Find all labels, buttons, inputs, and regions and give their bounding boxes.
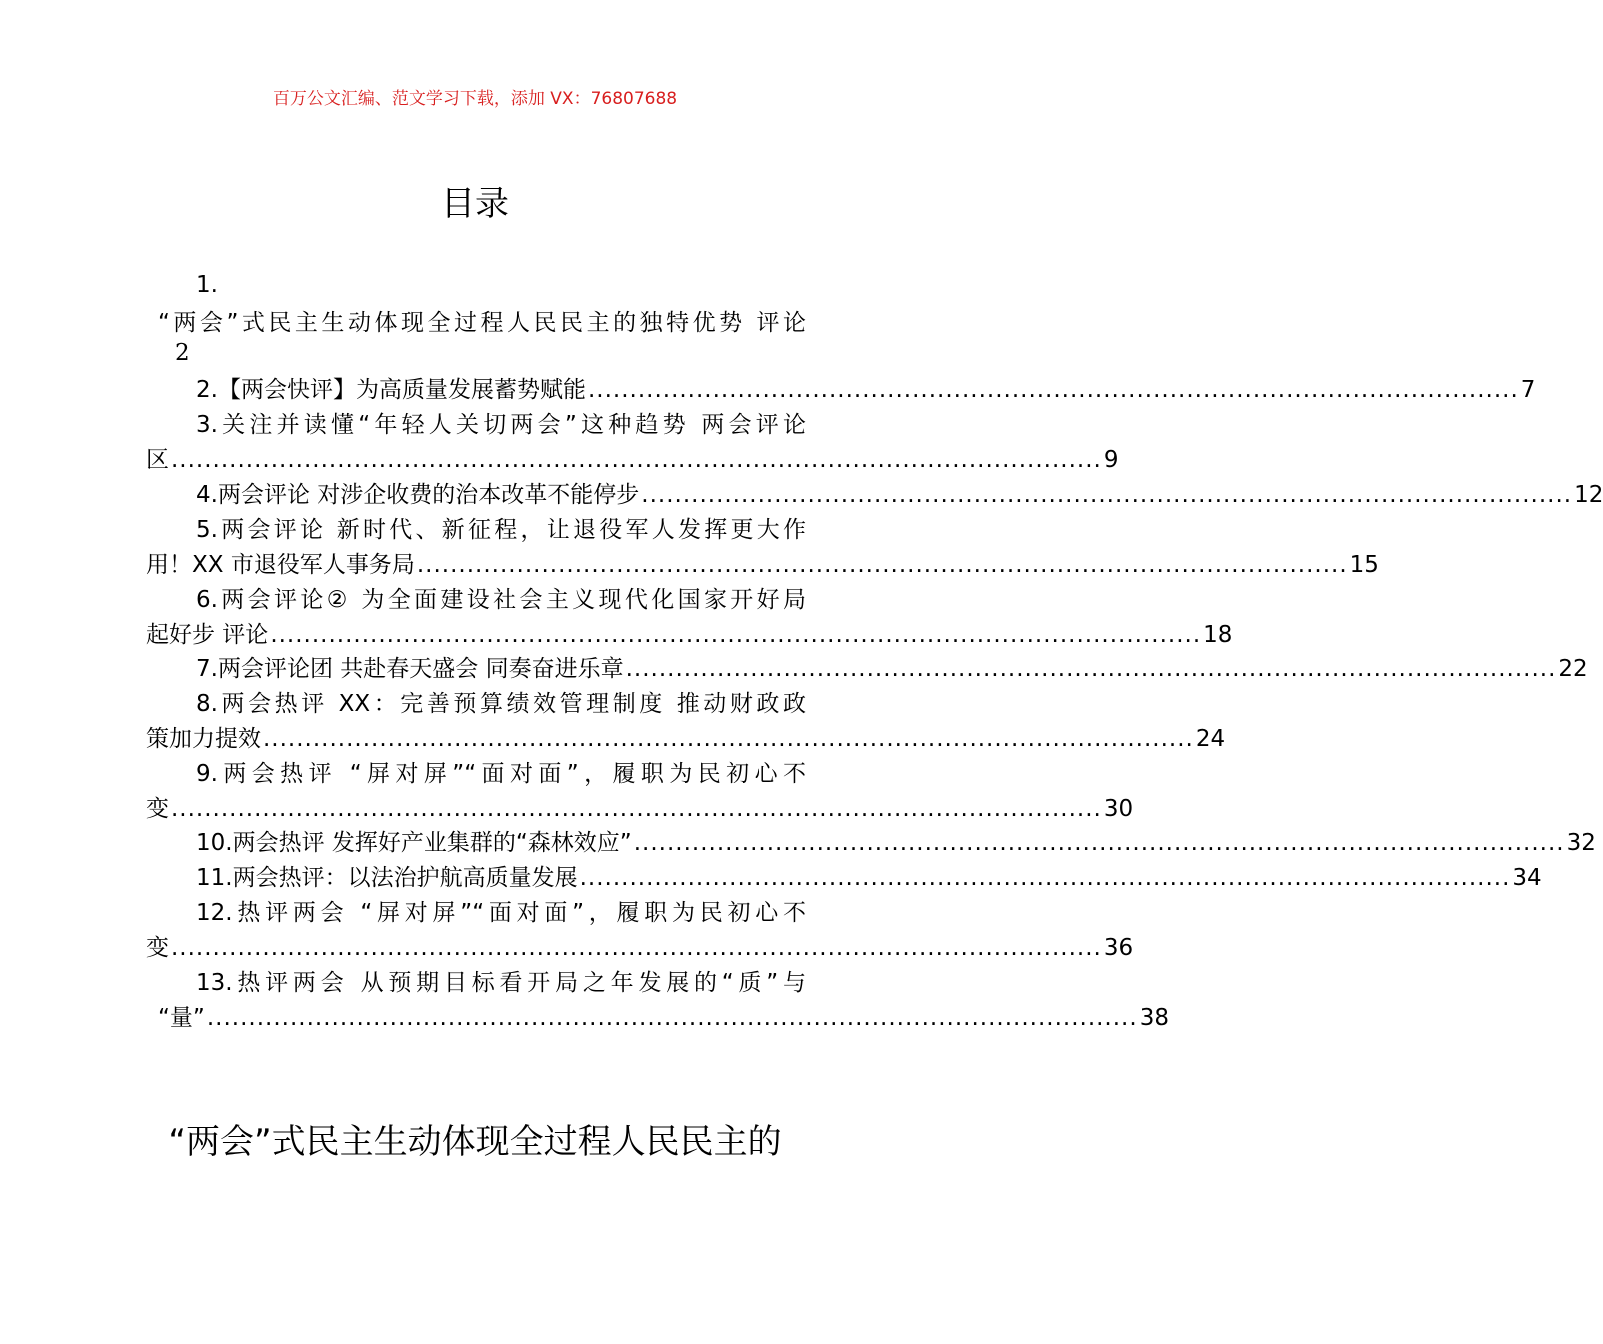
- toc-entry-9-page: 30: [1103, 796, 1134, 822]
- toc-entry-12-line1[interactable]: 12.热评两会 “屏对屏”“面对面”，履职为民初心不: [196, 900, 806, 926]
- toc-entry-10-page: 32: [1566, 830, 1596, 856]
- toc-title: 目录: [441, 184, 509, 224]
- toc-entry-12-line2[interactable]: [146, 931, 1134, 965]
- toc-entry-12-page: 36: [1103, 935, 1134, 961]
- toc-entry-1-page: 2: [175, 340, 190, 366]
- toc-entry-8-line2[interactable]: [146, 722, 1226, 756]
- toc-entry-4-page: 12: [1574, 482, 1603, 508]
- toc-entry-1-line1[interactable]: 1.: [196, 272, 218, 298]
- toc-entry-9-line2[interactable]: [146, 792, 1134, 826]
- toc-entry-5-line1[interactable]: 5.两会评论 新时代、新征程，让退役军人发挥更大作: [196, 517, 806, 543]
- toc-entry-1-line2[interactable]: “两会”式民主生动体现全过程人民民主的独特优势 评论: [158, 310, 806, 336]
- toc-entry-13-text: “量”: [158, 1005, 205, 1031]
- toc-entry-8-text: 策加力提效: [146, 726, 261, 752]
- toc-leader-dots: ................................................................................................................: [171, 447, 1102, 473]
- toc-entry-11[interactable]: [196, 861, 1542, 895]
- toc-entry-6-line1[interactable]: 6.两会评论② 为全面建设社会主义现代化国家开好局: [196, 587, 806, 613]
- toc-entry-7-page: 22: [1558, 656, 1588, 682]
- toc-entry-3-text: 区: [146, 447, 169, 473]
- toc-entry-5-text: 用！XX 市退役军人事务局: [146, 552, 415, 578]
- toc-entry-2-text: 2.【两会快评】为高质量发展蓄势赋能: [196, 377, 586, 403]
- toc-entry-3-line2[interactable]: [146, 443, 1119, 477]
- toc-leader-dots: ................................................................................................................: [270, 622, 1202, 648]
- toc-entry-7[interactable]: [196, 652, 1588, 686]
- toc-leader-dots: ................................................................................................................: [641, 482, 1573, 508]
- section-heading: “两会”式民主生动体现全过程人民民主的: [168, 1122, 782, 1162]
- toc-entry-5-page: 15: [1349, 552, 1379, 578]
- toc-leader-dots: ................................................................................................................: [633, 830, 1565, 856]
- toc-entry-6-text: 起好步 评论: [146, 622, 269, 648]
- toc-entry-10-text: 10.两会热评 发挥好产业集群的“森林效应”: [196, 830, 632, 856]
- toc-entry-9-line1[interactable]: 9.两会热评 “屏对屏”“面对面”，履职为民初心不: [196, 761, 806, 787]
- toc-entry-2[interactable]: [196, 373, 1536, 407]
- toc-entry-4[interactable]: [196, 478, 1603, 512]
- toc-entry-13-line2[interactable]: [158, 1001, 1169, 1035]
- watermark-banner: 百万公文汇编、范文学习下载，添加 VX：76807688: [272, 89, 678, 109]
- toc-leader-dots: ................................................................................................................: [171, 935, 1102, 961]
- toc-entry-8-page: 24: [1195, 726, 1226, 752]
- toc-entry-8-line1[interactable]: 8.两会热评 XX：完善预算绩效管理制度 推动财政政: [196, 691, 806, 717]
- toc-entry-9-text: 变: [146, 796, 169, 822]
- toc-entry-6-line2[interactable]: [146, 618, 1233, 652]
- toc-entry-13-line1[interactable]: 13.热评两会 从预期目标看开局之年发展的“质”与: [196, 970, 806, 996]
- toc-entry-2-page: 7: [1520, 377, 1536, 403]
- toc-entry-4-text: 4.两会评论 对涉企收费的治本改革不能停步: [196, 482, 640, 508]
- toc-entry-10[interactable]: [196, 826, 1596, 860]
- toc-entry-11-text: 11.两会热评：以法治护航高质量发展: [196, 865, 578, 891]
- toc-leader-dots: ................................................................................................................: [263, 726, 1194, 752]
- toc-leader-dots: ................................................................................................................: [171, 796, 1102, 822]
- toc-leader-dots: ................................................................................................................: [206, 1005, 1138, 1031]
- toc-entry-6-page: 18: [1203, 622, 1233, 648]
- toc-entry-3-page: 9: [1103, 447, 1119, 473]
- toc-leader-dots: ................................................................................................................: [416, 552, 1348, 578]
- toc-entry-12-text: 变: [146, 935, 169, 961]
- toc-entry-13-page: 38: [1139, 1005, 1169, 1031]
- toc-entry-11-page: 34: [1512, 865, 1542, 891]
- toc-leader-dots: ................................................................................................................: [579, 865, 1511, 891]
- toc-leader-dots: ................................................................................................................: [625, 656, 1557, 682]
- toc-entry-7-text: 7.两会评论团 共赴春天盛会 同奏奋进乐章: [196, 656, 624, 682]
- toc-leader-dots: ................................................................................................................: [587, 377, 1519, 403]
- toc-entry-3-line1[interactable]: 3.关注并读懂“年轻人关切两会”这种趋势 两会评论: [196, 412, 806, 438]
- toc-entry-5-line2[interactable]: [146, 548, 1379, 582]
